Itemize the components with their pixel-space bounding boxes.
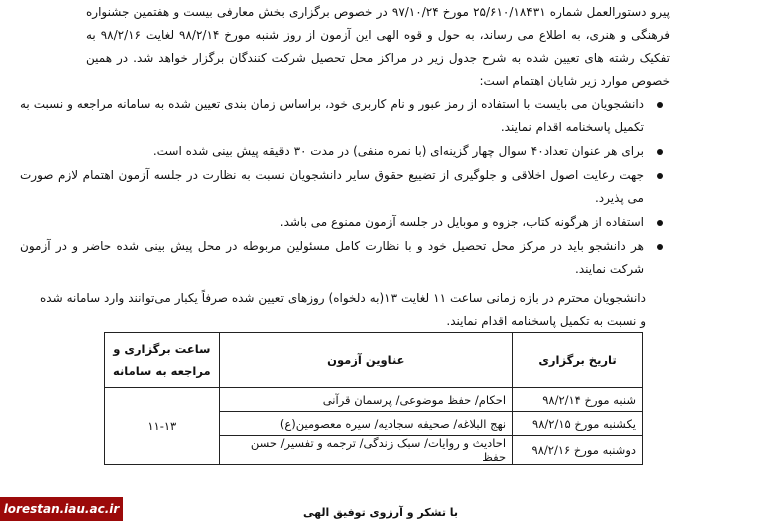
list-item: دانشجویان می بایست با استفاده از رمز عبور و نام کاربری خود، براساس زمان بندی تعیین شده به سامانه مراجعه و نسبت به تکمیل پاسخنامه اقدام نمایند.	[20, 93, 664, 139]
row-time: ۱۱-۱۳	[105, 388, 220, 465]
signoff-text: با تشکر و آرزوی توفیق الهی	[302, 506, 459, 519]
list-item: استفاده از هرگونه کتاب، جزوه و موبایل در جلسه آزمون ممنوع می باشد.	[20, 211, 664, 234]
row-date: شنبه مورخ ۹۸/۲/۱۴	[513, 388, 643, 412]
intro-paragraph: پیرو دستورالعمل شماره ۲۵/۶۱۰/۱۸۴۳۱ مورخ ۹۷/۱۰/۲۴ در خصوص برگزاری بخش معارفی بیست و هفتمین جشنواره فرهنگی و هنری، به اطلاع می رساند، به حول و قوه الهی این آزمون از روز شنبه مورخ ۹۸/۲/۱۴ لغایت ۹۸/۲/۱۶ به تفکیک رشته های تعیین شده به شرح جدول زیر در مراکز محل تحصیل شرکت کنندگان برگزار خواهد شد. در همین خصوص موارد زیر شایان اهتمام است:	[86, 5, 671, 88]
row-date: دوشنبه مورخ ۹۸/۲/۱۶	[513, 436, 643, 465]
list-item: برای هر عنوان تعداد۴۰ سوال چهار گزینه‌ای (با نمره منفی) در مدت ۳۰ دقیقه پیش بینی شده است.	[20, 140, 664, 163]
table-header-row	[105, 333, 643, 388]
list-item: جهت رعایت اصول اخلاقی و جلوگیری از تضییع حقوق سایر دانشجویان نسبت به نظارت در جلسه آزمون اهتمام لازم صورت می پذیرد.	[20, 164, 664, 210]
exam-schedule-table	[104, 332, 643, 465]
site-watermark: lorestan.iau.ac.ir	[0, 497, 123, 521]
row-title: احادیث و روایات/ سبک زندگی/ ترجمه و تفسیر/ حسن حفظ	[219, 436, 512, 465]
header-time: ساعت برگزاری و مراجعه به سامانه	[105, 333, 220, 388]
header-title: عناوین آزمون	[219, 333, 512, 388]
row-title: نهج البلاغه/ صحیفه سجادیه/ سیره معصومین(ع)	[219, 412, 512, 436]
table-row	[105, 388, 643, 412]
row-title: احکام/ حفظ موضوعی/ پرسمان قرآنی	[219, 388, 512, 412]
closing-paragraph: دانشجویان محترم در بازه زمانی ساعت ۱۱ لغایت ۱۳(به دلخواه) روزهای تعیین شده صرفاً یکبار می‌توانند وارد سامانه شده و نسبت به تکمیل پاسخنامه اقدام نمایند.	[40, 291, 646, 328]
header-date: تاریخ برگزاری	[513, 333, 643, 388]
list-item: هر دانشجو باید در مرکز محل تحصیل خود و با نظارت کامل مسئولین مربوطه در محل پیش بینی شده حاضر و در آزمون شرکت نمایند.	[20, 235, 664, 281]
row-date: یکشنبه مورخ ۹۸/۲/۱۵	[513, 412, 643, 436]
instructions-list	[20, 93, 664, 282]
